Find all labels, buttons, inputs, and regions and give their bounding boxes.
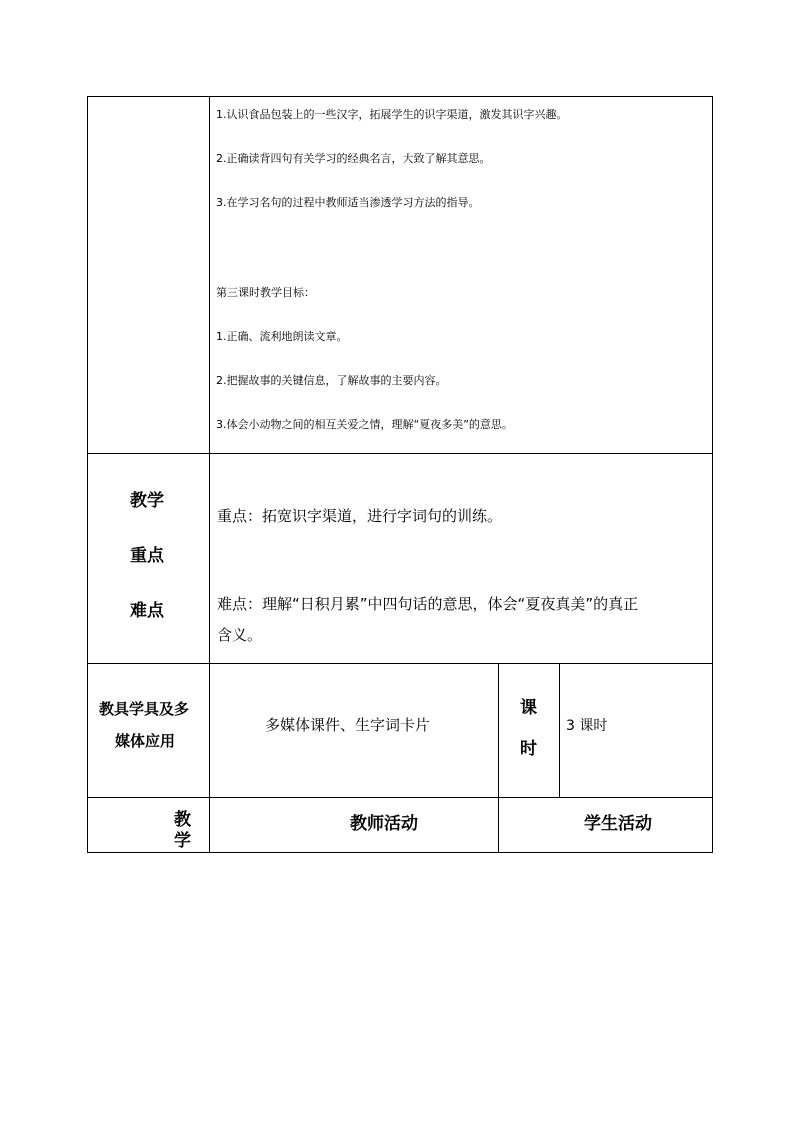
objective-line-1: 1.认识食品包装上的一些汉字，拓展学生的识字渠道，激发其识字兴趣。	[216, 108, 568, 121]
border-row2	[87, 663, 713, 664]
resources-content: 多媒体课件、生字词卡片	[265, 716, 431, 734]
border-left	[87, 96, 88, 853]
border-bottom	[87, 852, 713, 853]
period-label-2: 时	[520, 739, 537, 759]
period-label-1: 课	[520, 698, 537, 718]
label-teaching: 教学	[130, 491, 164, 511]
activities-label-2: 学	[174, 831, 191, 851]
difficulty-text-2: 含义。	[217, 626, 263, 644]
objective-line-2: 2.正确读背四句有关学习的经典名言，大致了解其意思。	[216, 152, 491, 165]
activities-label-1: 教	[174, 810, 191, 830]
third-period-title: 第三课时教学目标：	[216, 286, 315, 299]
focus-text: 重点：拓宽识字渠道，进行字词句的训练。	[217, 507, 503, 525]
border-label-column	[209, 96, 210, 853]
teacher-activity-header: 教师活动	[350, 814, 418, 834]
border-period-right	[559, 663, 560, 797]
label-focus: 重点	[130, 546, 164, 566]
third-objective-line-1: 1.正确、流利地朗读文章。	[216, 330, 348, 343]
border-row1	[87, 453, 713, 454]
objective-line-3: 3.在学习名句的过程中教师适当渗透学习方法的指导。	[216, 196, 480, 209]
student-activity-header: 学生活动	[584, 814, 652, 834]
border-row3	[87, 797, 713, 798]
border-right	[712, 96, 713, 853]
difficulty-text-1: 难点：理解“日积月累”中四句话的意思，体会“夏夜真美”的真正	[217, 595, 639, 613]
resources-label-1: 教具学具及多	[99, 700, 190, 718]
resources-label-2: 媒体应用	[115, 732, 176, 750]
border-top	[87, 96, 713, 97]
period-value: 3 课时	[566, 718, 608, 734]
third-objective-line-2: 2.把握故事的关键信息，了解故事的主要内容。	[216, 374, 447, 387]
label-difficulty: 难点	[130, 601, 164, 621]
border-resources-mid	[498, 663, 499, 853]
third-objective-line-3: 3.体会小动物之间的相互关爱之情，理解“夏夜多美”的意思。	[216, 418, 513, 431]
